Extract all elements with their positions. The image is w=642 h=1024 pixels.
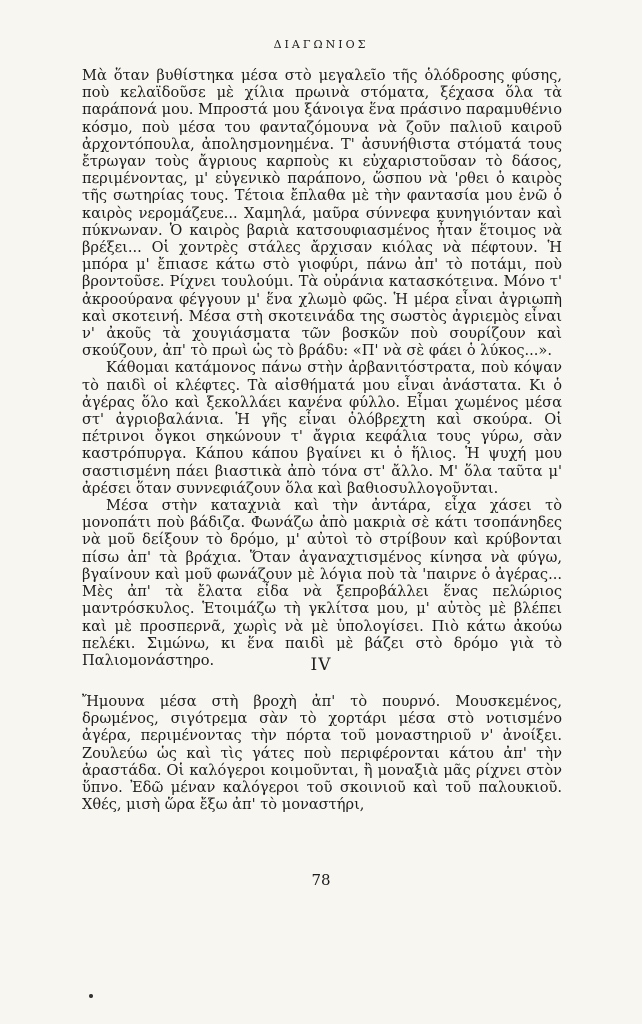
paragraph: Μέσα στὴν καταχνιὰ καὶ τὴν ἀντάρα, εἶχα χάσει τὸ μονοπάτι ποὺ βάδιζα. Φωνάζω ἀπὸ μακριὰ σὲ κάτι τσοπάνηδες νὰ μοῦ δείξουν τὸ δρόμο, μ' αὐτοὶ τὸ στρίβουν καὶ κρύβονται πίσω ἀπ' τὰ βράχια. Ὅταν ἀγαναχτισμένος κίνησα νὰ φύγω, βγαίνουν καὶ μοῦ φωνάζουν μὲ λόγια ποὺ τὰ 'παιρνε ὁ ἀγέρας... Μὲς ἀπ' τὰ ἔλατα εἶδα νὰ ξεπροβάλλει ἕνας πελώριος μαντρόσκυλος. Ἑτοιμάζω τὴ γκλίτσα μου, μ' αὐτὸς μὲ βλέπει καὶ μὲ προσπερνᾶ, χωρὶς νὰ μὲ ὑπολογίσει. Πιὸ κάτω ἀκούω πελέκι. Σιμώνω, κι ἕνα παιδὶ μὲ βάζει στὸ δρόμο γιὰ τὸ Παλιομονάστηρο.: [82, 497, 562, 669]
section-text: [82, 67, 562, 669]
running-head: ΔΙΑΓΩΝΙΟΣ: [273, 38, 369, 51]
section-heading: IV: [310, 655, 332, 675]
paragraph: Κάθομαι κατάμονος πάνω στὴν ἀρβανιτόστρατα, ποὺ κόψαν τὸ παιδὶ οἱ κλέφτες. Τὰ αἰσθήματά μου εἶναι ἀνάστατα. Κι ὁ ἀγέρας ὅλο καὶ ξεκολλάει κανένα φύλλο. Εἶμαι χωμένος μέσα στ' ἀγριοβαλάνια. Ἡ γῆς εἶναι ὁλόβρεχτη καὶ σκούρα. Οἱ πέτρινοι ὄγκοι σηκώνουν τ' ἄγρια κεφάλια τους γύρω, σὰν καστρόπυργα. Κάπου κάπου βγαίνει κι ὁ ἥλιος. Ἡ ψυχή μου σαστισμένη πάει βιαστικὰ ἀπὸ τόνα στ' ἄλλο. Μ' ὅλα ταῦτα μ' ἀρέσει ὅταν συννεφιάζουν ὅλα καὶ βαθιοσυλλογοῦνται.: [82, 359, 562, 497]
page-number: 78: [311, 871, 331, 889]
ink-speck: [89, 994, 93, 998]
paragraph: Ἤμουνα μέσα στὴ βροχὴ ἀπ' τὸ πουρνό. Μουσκεμένος, δρωμένος, σιγότρεμα σὰν τὸ χορτάρι μέσα στὸ νοτισμένο ἀγέρα, περιμένοντας τὴν πόρτα τοῦ μοναστηριοῦ ν' ἀνοίξει. Ζουλεύω ὡς καὶ τὶς γάτες ποὺ περιφέρονται κάτου ἀπ' τὴν ἀραστάδα. Οἱ καλόγεροι κοιμοῦνται, ἢ μοναξιὰ μᾶς ρίχνει στὸν ὕπνο. Ἐδῶ μέναν καλόγεροι τοῦ σκοινιοῦ καὶ τοῦ παλουκιοῦ. Χθές, μισὴ ὥρα ἔξω ἀπ' τὸ μοναστήρι,: [82, 693, 562, 814]
paragraph: Μὰ ὅταν βυθίστηκα μέσα στὸ μεγαλεῖο τῆς ὁλόδροσης φύσης, ποὺ κελαϊδοῦσε μὲ χίλια πρωινὰ στόματα, ξέχασα ὅλα τὰ παράπονά μου. Μπροστά μου ξάνοιγα ἕνα πράσινο παραμυθένιο κόσμο, ποὺ μέσα του φανταζόμουνα νὰ ζοῦν παλιοῦ καιροῦ ἀρχοντόπουλα, ἀπολησμονημένα. Τ' ἀσυνήθιστα στόματά τους ἔτρωγαν τοὺς ἄγριους καρποὺς κι εὐχαριστοῦσαν τὸ δάσος, περιμένοντας, μ' εὐγενικὸ παράπονο, ὥσπου νὰ 'ρθει ὁ καιρὸς τῆς σωτηρίας τους. Τέτοια ἔπλαθα μὲ τὴν φαντασία μου ἐνῶ ὁ καιρὸς νερομάζευε... Χαμηλά, μαῦρα σύννεφα κυνηγιόνταν καὶ πύκνωναν. Ὁ καιρὸς βαριὰ κατσουφιασμένος ἦταν ἕτοιμος νὰ βρέξει... Οἱ χοντρὲς στάλες ἄρχισαν κιόλας νὰ πέφτουν. Ἡ μπόρα μ' ἔπιασε κάτω στὸ γιοφύρι, πάνω ἀπ' τὸ ποτάμι, ποὺ βροντοῦσε. Ρίχνει τουλούμι. Τὰ οὐράνια κατασκότεινα. Μόνο τ' ἀκροούρανα φέγγουν μ' ἕνα χλωμὸ φῶς. Ἡ μέρα εἶναι ἀγριωπὴ καὶ σκοτεινή. Μέσα στὴ σκοτεινάδα της σωστὸς ἀγριεμὸς εἶναι ν' ἀκοῦς τὰ χουγιάσματα τῶν βοσκῶν ποὺ σουρίζουν καὶ σκούζουν, ἀπ' τὸ πρωὶ ὡς τὸ βράδυ: «Π' νὰ σὲ φάει ὁ λύκος...».: [82, 67, 562, 360]
section-iv-text: [82, 693, 562, 813]
